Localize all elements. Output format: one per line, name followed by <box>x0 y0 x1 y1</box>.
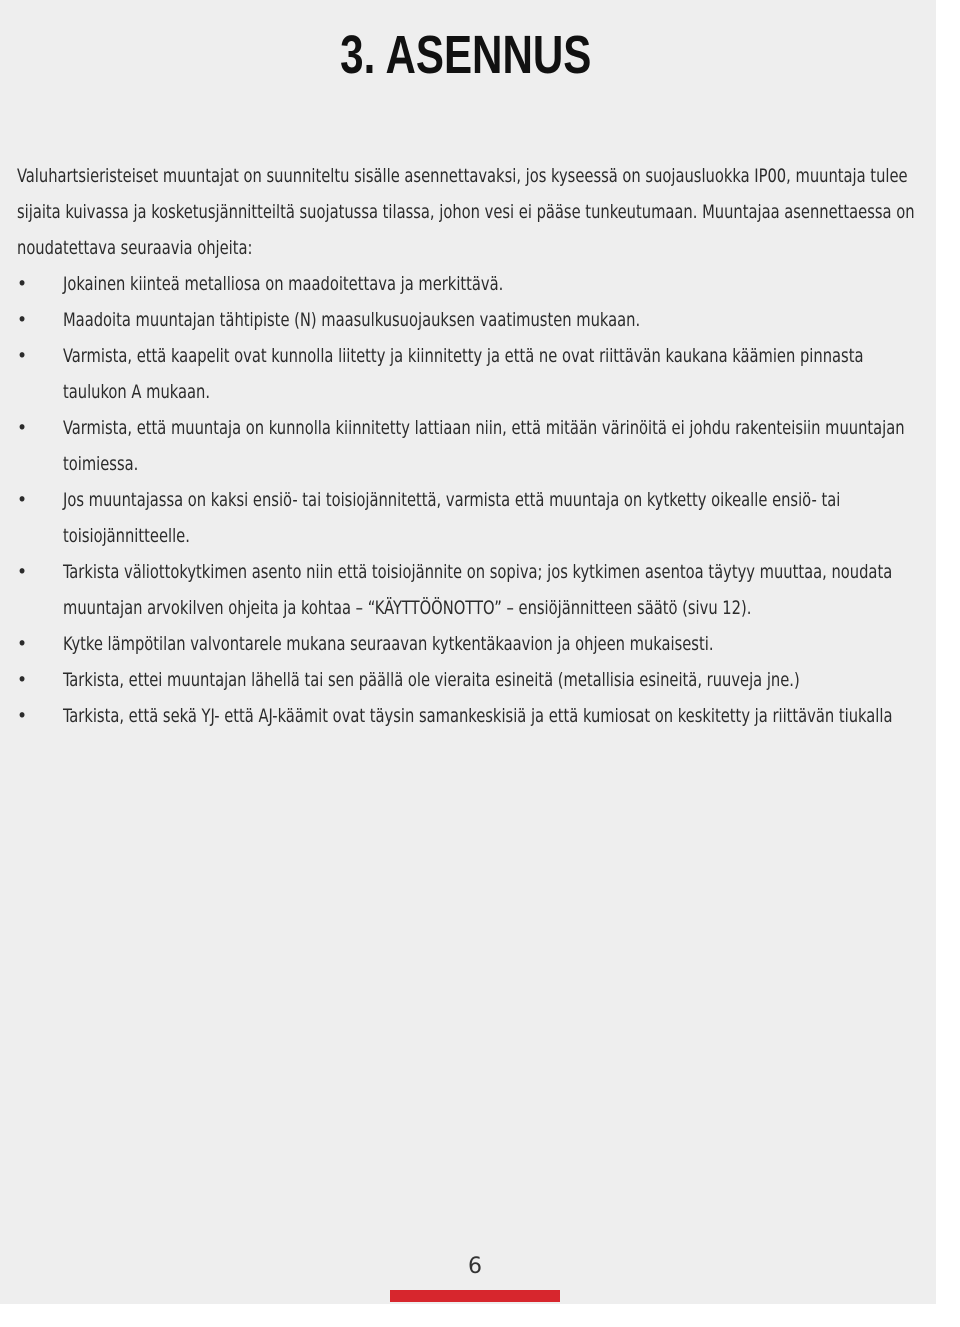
list-item-text: Tarkista väliottokytkimen asento niin että toisiojännite on sopiva; jos kytkimen asentoa täytyy muuttaa, noudata muuntajan arvokilven ohjeita ja kohtaa – “KÄYTTÖÖNOTTO” – ensiöjännitteen säätö (sivu 12). <box>63 561 893 619</box>
list-item-text: Tarkista, että sekä YJ- että AJ-käämit ovat täysin samankeskisiä ja että kumiosat on keskitetty ja riittävän tiukalla <box>63 705 893 727</box>
body-content <box>17 158 927 734</box>
bullet-icon: • <box>17 489 28 511</box>
list-item-text: Varmista, että muuntaja on kunnolla kiinnitetty lattiaan niin, että mitään värinöitä ei johdu rakenteisiin muuntajan toimiessa. <box>63 417 905 475</box>
list-item-text: Tarkista, ettei muuntajan lähellä tai sen päällä ole vieraita esineitä (metallisia esineitä, ruuveja jne.) <box>63 669 800 691</box>
list-item <box>17 266 927 302</box>
list-item-text: Kytke lämpötilan valvontarele mukana seuraavan kytkentäkaavion ja ohjeen mukaisesti. <box>63 633 714 655</box>
list-item <box>17 626 927 662</box>
bullet-icon: • <box>17 561 28 583</box>
instruction-list <box>17 266 927 734</box>
list-item-text: Jos muuntajassa on kaksi ensiö- tai toisiojännitettä, varmista että muuntaja on kytketty oikealle ensiö- tai toisiojännitteelle. <box>63 489 841 547</box>
list-item <box>17 554 927 626</box>
bullet-icon: • <box>17 417 28 439</box>
list-item <box>17 698 927 734</box>
page-title: 3. ASENNUS <box>340 25 592 85</box>
list-item <box>17 662 927 698</box>
list-item <box>17 338 927 410</box>
bullet-icon: • <box>17 273 28 295</box>
list-item <box>17 410 927 482</box>
page-number: 6 <box>468 1254 482 1279</box>
list-item <box>17 302 927 338</box>
list-item-text: Maadoita muuntajan tähtipiste (N) maasulkusuojauksen vaatimusten mukaan. <box>63 309 641 331</box>
intro-paragraph: Valuhartsieristeiset muuntajat on suunniteltu sisälle asennettavaksi, jos kyseessä on suojausluokka IP00, muuntaja tulee sijaita kuivassa ja kosketusjännitteiltä suojatussa tilassa, johon vesi ei pääse tunkeutumaan. Muuntajaa asennettaessa on noudatettava seuraavia ohjeita: <box>17 165 915 259</box>
list-item-text: Varmista, että kaapelit ovat kunnolla liitetty ja kiinnitetty ja että ne ovat riittävän kaukana käämien pinnasta taulukon A mukaan. <box>63 345 864 403</box>
bullet-icon: • <box>17 345 28 367</box>
bullet-icon: • <box>17 309 28 331</box>
list-item-text: Jokainen kiinteä metalliosa on maadoitettava ja merkittävä. <box>63 273 504 295</box>
footer-accent-bar <box>390 1290 560 1302</box>
bullet-icon: • <box>17 705 28 727</box>
bullet-icon: • <box>17 669 28 691</box>
list-item <box>17 482 927 554</box>
bullet-icon: • <box>17 633 28 655</box>
